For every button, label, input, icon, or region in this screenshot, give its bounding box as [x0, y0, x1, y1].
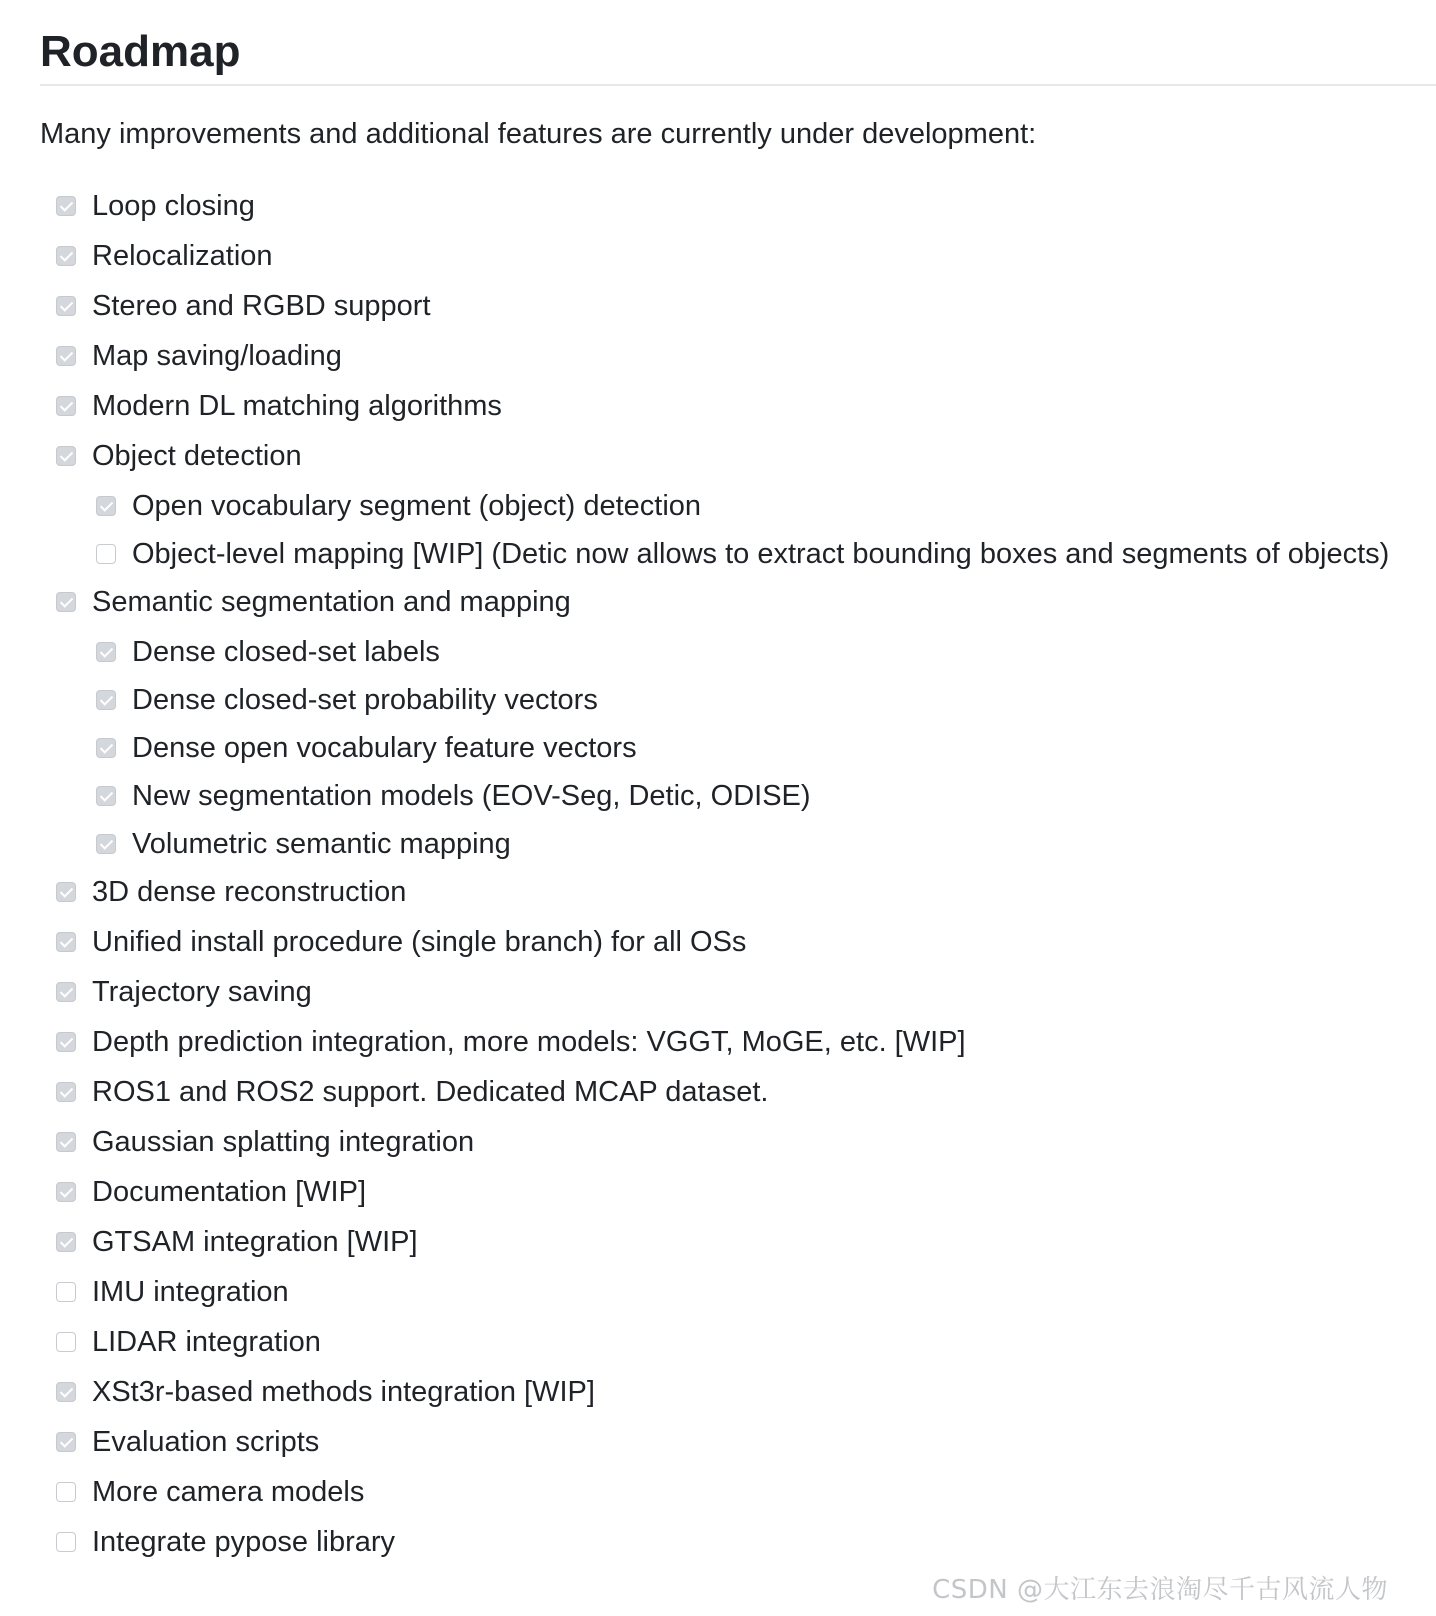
checked-checkbox[interactable]: [56, 196, 76, 216]
task-item: [40, 1270, 1436, 1320]
task-item: [40, 1120, 1436, 1170]
checked-checkbox[interactable]: [96, 642, 116, 662]
task-row: [56, 1370, 595, 1414]
task-label: Dense closed-set labels: [132, 636, 440, 668]
task-row: [56, 920, 746, 964]
task-row: [96, 726, 637, 770]
task-row: [56, 284, 431, 328]
checked-checkbox[interactable]: [56, 1182, 76, 1202]
task-row: [56, 434, 302, 478]
task-row: [56, 1420, 319, 1464]
task-item: [40, 774, 1436, 822]
checked-checkbox[interactable]: [96, 496, 116, 516]
task-label: Open vocabulary segment (object) detection: [132, 490, 702, 522]
task-row: [56, 1170, 366, 1214]
title-divider: [40, 84, 1436, 86]
checked-checkbox[interactable]: [56, 1232, 76, 1252]
task-row: [56, 870, 406, 914]
task-label: Integrate pypose library: [92, 1526, 396, 1558]
task-label: Unified install procedure (single branch) for all OSs: [92, 926, 747, 958]
task-label: Semantic segmentation and mapping: [92, 586, 571, 618]
task-label: ROS1 and ROS2 support. Dedicated MCAP dataset.: [92, 1076, 769, 1108]
task-label: Dense closed-set probability vectors: [132, 684, 598, 716]
checked-checkbox[interactable]: [56, 1382, 76, 1402]
task-label: Relocalization: [92, 240, 273, 272]
task-label: Modern DL matching algorithms: [92, 390, 502, 422]
checked-checkbox[interactable]: [56, 882, 76, 902]
checked-checkbox[interactable]: [56, 1082, 76, 1102]
task-item: [40, 1370, 1436, 1420]
task-label: XSt3r-based methods integration [WIP]: [92, 1376, 595, 1408]
checked-checkbox[interactable]: [96, 690, 116, 710]
unchecked-checkbox[interactable]: [56, 1282, 76, 1302]
task-row: [96, 678, 598, 722]
task-label: IMU integration: [92, 1276, 289, 1308]
task-row: [56, 1320, 321, 1364]
task-item: [40, 1320, 1436, 1370]
task-label: Stereo and RGBD support: [92, 290, 431, 322]
task-row: [56, 1070, 769, 1114]
task-item: [40, 1220, 1436, 1270]
task-label: Gaussian splatting integration: [92, 1126, 475, 1158]
task-row: [56, 970, 312, 1014]
task-row: [56, 1020, 966, 1064]
task-item: [40, 484, 1436, 532]
checked-checkbox[interactable]: [56, 396, 76, 416]
task-row: [56, 184, 255, 228]
checked-checkbox[interactable]: [56, 446, 76, 466]
task-item: [40, 822, 1436, 870]
task-item: [40, 920, 1436, 970]
task-label: Map saving/loading: [92, 340, 342, 372]
task-list: [40, 184, 1436, 1570]
task-row: [96, 630, 440, 674]
task-row: [56, 334, 342, 378]
unchecked-checkbox[interactable]: [56, 1482, 76, 1502]
task-label: Documentation [WIP]: [92, 1176, 366, 1208]
checked-checkbox[interactable]: [96, 834, 116, 854]
task-row: [56, 384, 502, 428]
task-item: [40, 970, 1436, 1020]
task-row: [56, 580, 571, 624]
task-label: Volumetric semantic mapping: [132, 828, 511, 860]
readme-section: [40, 0, 1436, 1558]
task-row: [56, 1470, 364, 1514]
task-label: Dense open vocabulary feature vectors: [132, 732, 637, 764]
task-label: More camera models: [92, 1476, 365, 1508]
intro-text: Many improvements and additional features are currently under development:: [40, 118, 1037, 150]
checked-checkbox[interactable]: [96, 786, 116, 806]
task-item: [40, 234, 1436, 284]
task-row: [56, 1220, 418, 1264]
unchecked-checkbox[interactable]: [56, 1532, 76, 1552]
task-item: [40, 184, 1436, 234]
checked-checkbox[interactable]: [96, 738, 116, 758]
checked-checkbox[interactable]: [56, 1432, 76, 1452]
task-item: [40, 384, 1436, 434]
checked-checkbox[interactable]: [56, 246, 76, 266]
task-item: [40, 434, 1436, 484]
task-label: LIDAR integration: [92, 1326, 321, 1358]
task-label: 3D dense reconstruction: [92, 876, 407, 908]
task-row: [96, 822, 511, 866]
task-item: [40, 334, 1436, 384]
page-title: Roadmap: [40, 27, 241, 76]
unchecked-checkbox[interactable]: [96, 544, 116, 564]
task-item: [40, 1520, 1436, 1570]
task-row: [96, 774, 811, 818]
task-label: GTSAM integration [WIP]: [92, 1226, 418, 1258]
task-label: Depth prediction integration, more models: VGGT, MoGE, etc. [WIP]: [92, 1026, 966, 1058]
checked-checkbox[interactable]: [56, 1032, 76, 1052]
checked-checkbox[interactable]: [56, 1132, 76, 1152]
checked-checkbox[interactable]: [56, 296, 76, 316]
watermark: CSDN @大江东去浪淘尽千古风流人物: [932, 1575, 1388, 1605]
task-item: [40, 678, 1436, 726]
unchecked-checkbox[interactable]: [56, 1332, 76, 1352]
task-row: [56, 1120, 474, 1164]
task-item: [40, 870, 1436, 920]
checked-checkbox[interactable]: [56, 982, 76, 1002]
task-item: [40, 284, 1436, 334]
task-item: [40, 1420, 1436, 1470]
task-row: [56, 1270, 289, 1314]
task-item: [40, 580, 1436, 630]
task-item: [40, 726, 1436, 774]
task-label: Object detection: [92, 440, 302, 472]
checked-checkbox[interactable]: [56, 346, 76, 366]
checked-checkbox[interactable]: [56, 932, 76, 952]
task-label: Loop closing: [92, 190, 255, 222]
task-label: Object-level mapping [WIP] (Detic now allows to extract bounding boxes and segments of objects): [132, 538, 1390, 570]
task-row: [96, 484, 701, 528]
task-item: [40, 532, 1436, 580]
task-item: [40, 1070, 1436, 1120]
task-row: [96, 532, 1389, 576]
task-row: [56, 1520, 395, 1564]
task-item: [40, 1170, 1436, 1220]
task-row: [56, 234, 273, 278]
task-label: New segmentation models (EOV-Seg, Detic, ODISE): [132, 780, 811, 812]
task-label: Evaluation scripts: [92, 1426, 320, 1458]
task-label: Trajectory saving: [92, 976, 312, 1008]
task-item: [40, 630, 1436, 678]
task-item: [40, 1470, 1436, 1520]
checked-checkbox[interactable]: [56, 592, 76, 612]
task-item: [40, 1020, 1436, 1070]
